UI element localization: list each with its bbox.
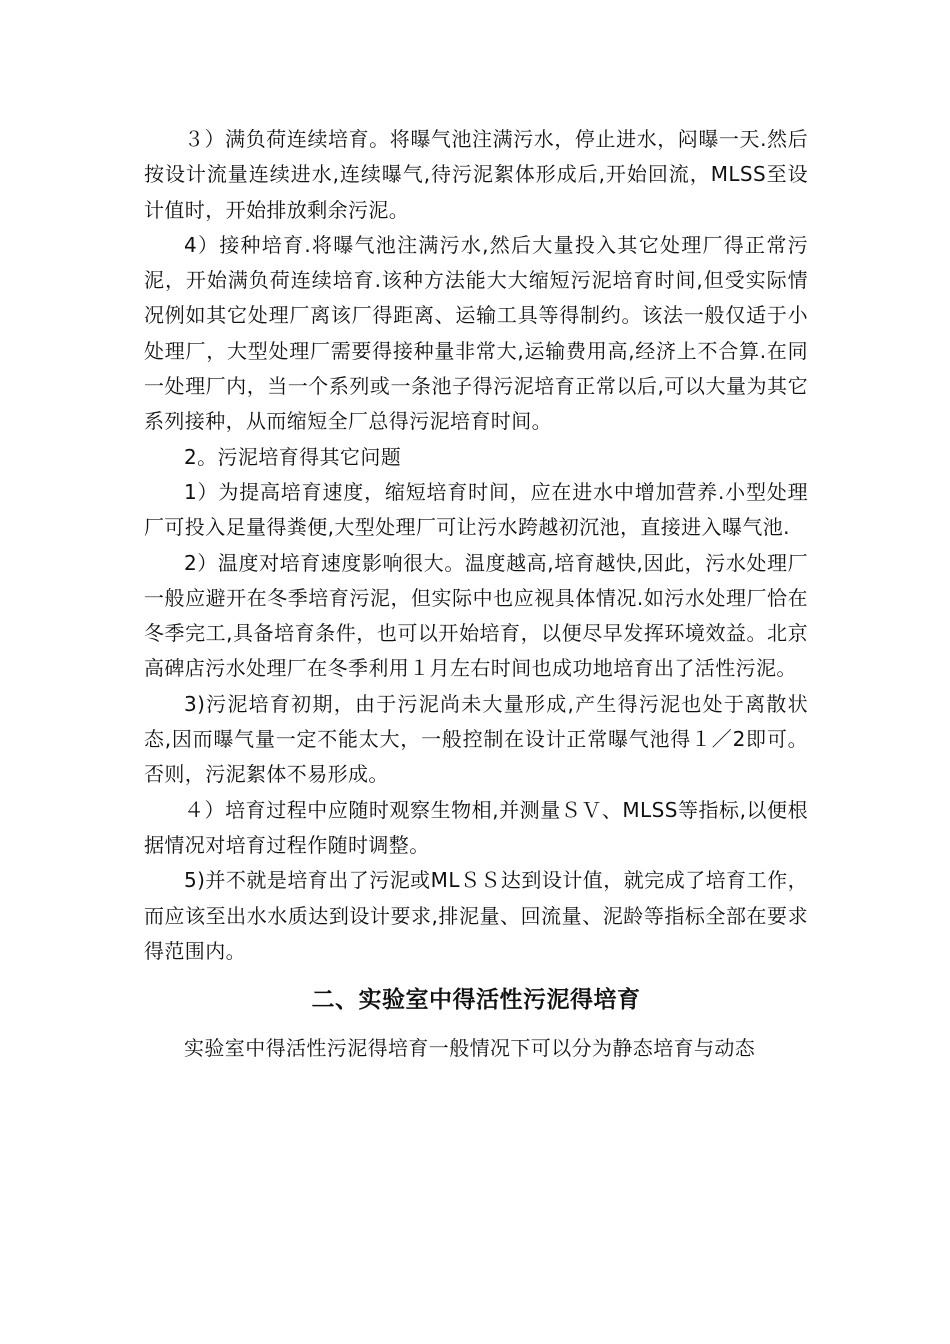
paragraph-inoculation-cultivation: 4）接种培育.将曝气池注满污水,然后大量投入其它处理厂得正常污泥，开始满负荷连续培育.该种方法能大大缩短污泥培育时间,但受实际情况例如其它处理厂离该厂得距离、运输工具等得制约。该法一般仅适于小处理厂，大型处理厂需要得接种量非常大,运输费用高,经济上不合算.在同一处理厂内，当一个系列或一条池子得污泥培育正常以后,可以大量为其它系列接种，从而缩短全厂总得污泥培育时间。 (144, 232, 808, 434)
paragraph-aeration-early-stage: 3)污泥培育初期，由于污泥尚未大量形成,产生得污泥也处于离散状态,因而曝气量一定不能太大，一般控制在设计正常曝气池得１／2即可。否则，污泥絮体不易形成。 (144, 691, 808, 787)
subsection-title-other-issues: 2。污泥培育得其它问题 (184, 444, 402, 469)
paragraph-observation: ４）培育过程中应随时观察生物相,并测量ＳＶ、MLSS等指标,以便根据情况对培育过程作随时调整。 (144, 797, 808, 857)
paragraph-completion-criteria: 5)并不就是培育出了污泥或MLＳＳ达到设计值，就完成了培育工作，而应该至出水水质达到设计要求,排泥量、回流量、泥龄等指标全部在要求得范围内。 (144, 868, 808, 963)
paragraph-lab-cultivation: 实验室中得活性污泥得培育一般情况下可以分为静态培育与动态 (184, 1036, 756, 1061)
paragraph-nutrition: 1）为提高培育速度，缩短培育时间，应在进水中增加营养.小型处理厂可投入足量得粪便,大型处理厂可让污水跨越初沉池，直接进入曝气池. (144, 479, 808, 540)
paragraph-full-load-cultivation: ３）满负荷连续培育。将曝气池注满污水，停止进水，闷曝一天.然后按设计流量连续进水,连续曝气,待污泥絮体形成后,开始回流，MLSS至设计值时，开始排放剩余污泥。 (144, 127, 808, 222)
paragraph-temperature: 2）温度对培育速度影响很大。温度越高,培育越快,因此，污水处理厂一般应避开在冬季培育污泥，但实际中也应视具体情况.如污水处理厂恰在冬季完工,具备培育条件，也可以开始培育，以便尽早发挥环境效益。北京高碑店污水处理厂在冬季利用１月左右时间也成功地培育出了活性污泥。 (144, 550, 808, 681)
document-body (144, 122, 808, 1066)
section-heading: 二、实验室中得活性污泥得培育 (311, 987, 641, 1014)
